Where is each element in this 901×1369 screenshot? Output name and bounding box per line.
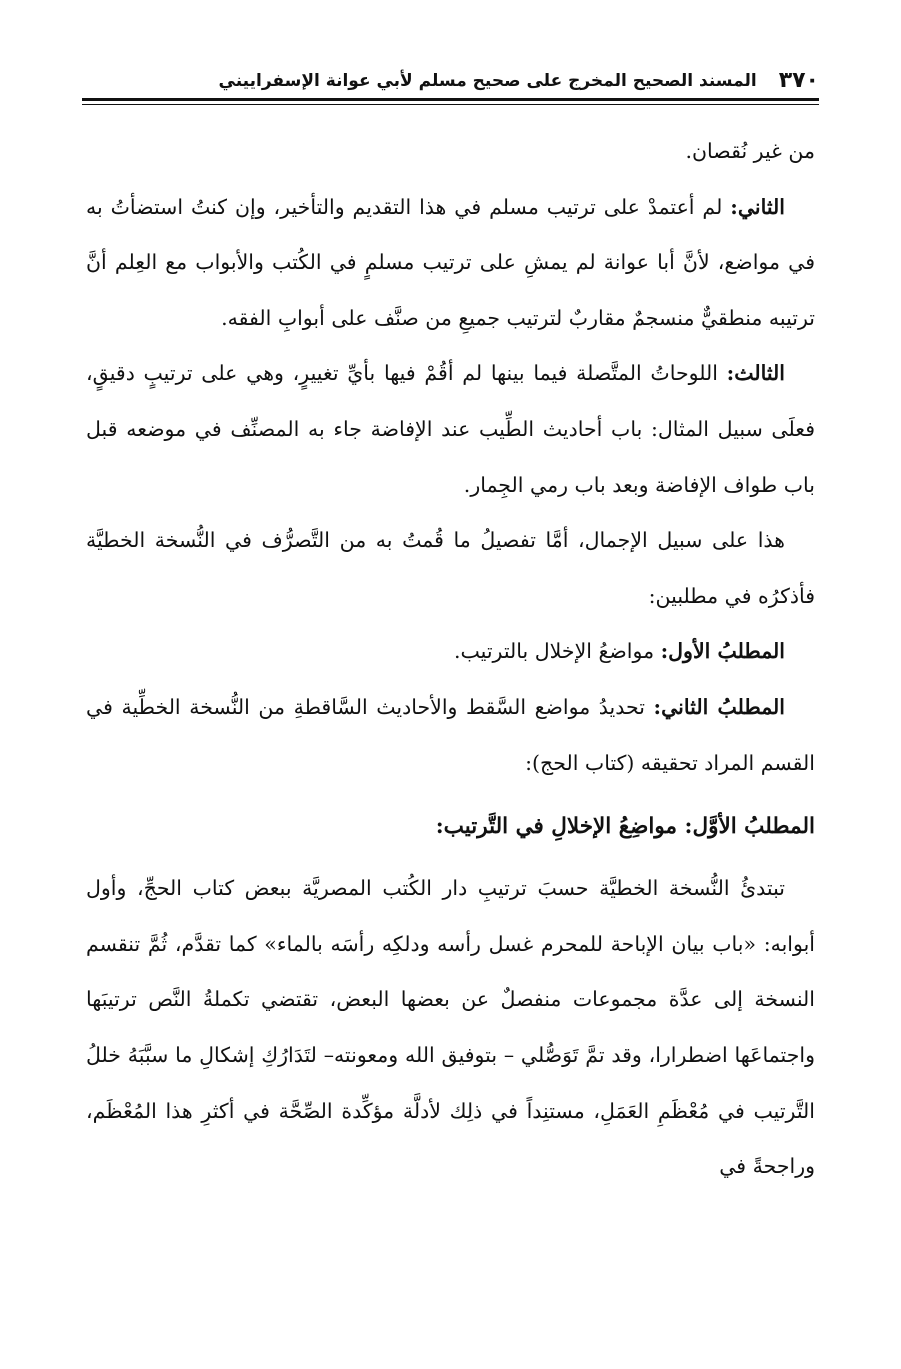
paragraph-second-matlab	[86, 680, 815, 791]
paragraph-third-point	[86, 346, 815, 513]
book-title: المسند الصحيح المخرج على صحيح مسلم لأبي عوانة الإسفراييني	[218, 71, 757, 91]
header-rule	[82, 98, 819, 101]
paragraph-lead: الثاني:	[730, 194, 785, 219]
paragraph-text: مواضعُ الإخلال بالترتيب.	[454, 639, 661, 664]
paragraph-lead: المطلبُ الأول:	[660, 639, 785, 664]
paragraph-lead: الثالث:	[726, 361, 785, 386]
paragraph-text: هذا على سبيل الإجمال، أمَّا تفصيلُ ما قُمتُ به من التَّصرُّف في النُّسخة الخطيَّة فأذكرُه في مطلبين:	[86, 528, 815, 608]
paragraph-text: اللوحاتُ المتَّصلة فيما بينها لم أقُمْ فيها بأيِّ تغييرٍ، وهي على ترتيبٍ دقيقٍ، فعلَى سبيل المثال: باب أحاديث الطِّيب عند الإفاضة جاء به المصنِّف في موضعه قبل باب طواف الإفاضة وبعد باب رمي الجِمار.	[86, 361, 815, 497]
paragraph-text: تحديدُ مواضع السَّقط والأحاديث السَّاقطةِ من النُّسخة الخطِّية في القسم المراد تحقيقه (كتاب الحج):	[86, 694, 815, 775]
paragraph-text: تبتدئُ النُّسخة الخطيَّة حسبَ ترتيبِ دار الكُتب المصريَّة ببعض كتاب الحجِّ، وأول أبوابه: «باب بيان الإباحة للمحرم غسل رأسه ودلكِه رأسَه بالماء» كما تقدَّم، ثُمَّ تنقسم النسخة إلى عدَّة مجموعات منفصلٌ عن بعضها البعض، تقتضي تكملةُ النَّص ترتيبَها واجتماعَها اضطرارا، وقد تمَّ تَوَصُّلي – بتوفيق الله ومعونته– لتَدَارُكِ إشكالِ ما سبَّبَهُ خللُ التَّرتيب في مُعْظَمِ العَمَلِ، مستنِداً في ذلِك لأدلَّة مؤكِّدة الصِّحَّة في أكثرِ هذا المُعْظَم، وراجحةً في	[86, 876, 815, 1179]
paragraph-continuation	[86, 124, 815, 180]
header-rule-thin	[82, 104, 819, 105]
section-heading: المطلبُ الأوَّل: مواضِعُ الإخلالِ في التَّرتيب:	[435, 814, 815, 840]
paragraph-text: لم أعتمدْ على ترتيب مسلم في هذا التقديم والتأخير، وإن كنتُ استضأتُ به في مواضع، لأنَّ أبا عوانة لم يمشِ على ترتيب مسلمٍ في الكُتب والأبواب مع العِلم أنَّ ترتيبه منطقيٌّ منسجمٌ مقاربٌ لترتيب جميعِ من صنَّف على أبوابِ الفقه.	[86, 194, 815, 330]
paragraph-summary	[86, 513, 815, 624]
paragraph-second-point	[86, 180, 815, 347]
running-header	[82, 62, 819, 96]
paragraph-text: من غير نُقصان.	[685, 139, 815, 163]
paragraph-manuscript-order	[86, 861, 815, 1195]
paragraph-first-matlab	[86, 624, 815, 680]
body-text	[86, 124, 815, 1195]
paragraph-lead: المطلبُ الثاني:	[653, 694, 785, 719]
page-number: ٣٧٠	[778, 68, 819, 93]
